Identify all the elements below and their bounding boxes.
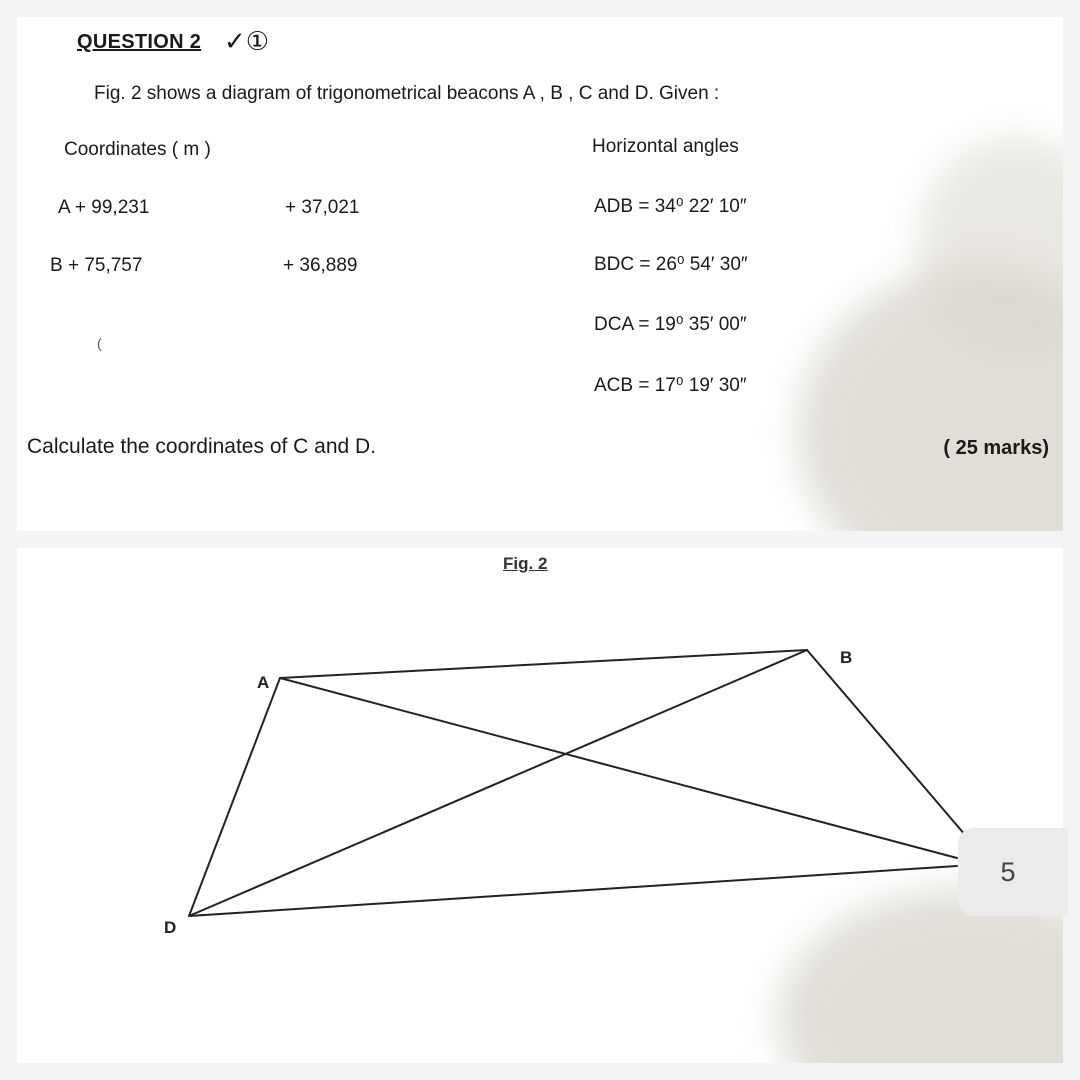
beacon-diagram [17, 548, 1063, 1063]
coord-a-x: + 37,021 [285, 197, 360, 218]
question-intro: Fig. 2 shows a diagram of trigonometrical beacons A , B , C and D. Given : [94, 83, 720, 104]
line-dc [189, 866, 957, 916]
line-ac [280, 678, 957, 858]
angle-bdc: BDC = 26⁰ 54′ 30″ [594, 254, 748, 275]
line-bc [807, 650, 972, 843]
line-bd [189, 650, 807, 916]
beacon-label-a: A [257, 673, 270, 692]
check-mark-icon: ✓① [224, 27, 270, 57]
angles-heading: Horizontal angles [592, 136, 739, 157]
beacon-label-b: B [840, 648, 853, 667]
page-number: 5 [1000, 856, 1016, 887]
coord-a-y: A + 99,231 [58, 197, 150, 218]
line-ab [280, 650, 807, 678]
coordinates-heading: Coordinates ( m ) [64, 139, 211, 160]
coord-b-y: B + 75,757 [50, 255, 143, 276]
question-panel [17, 17, 1063, 531]
angle-acb: ACB = 17⁰ 19′ 30″ [594, 375, 747, 396]
beacon-label-d: D [164, 918, 177, 937]
page-number-badge[interactable] [958, 828, 1068, 916]
question-title: QUESTION 2 [77, 31, 202, 53]
stray-mark: ( [97, 335, 102, 351]
coord-b-x: + 36,889 [283, 255, 358, 276]
line-ad [189, 678, 280, 916]
task-instruction: Calculate the coordinates of C and D. [27, 435, 377, 458]
angle-adb: ADB = 34⁰ 22′ 10″ [594, 196, 747, 217]
figure-panel [17, 548, 1063, 1063]
angle-dca: DCA = 19⁰ 35′ 00″ [594, 314, 747, 335]
marks-allocation: ( 25 marks) [943, 437, 1049, 459]
figure-caption: Fig. 2 [503, 554, 548, 573]
